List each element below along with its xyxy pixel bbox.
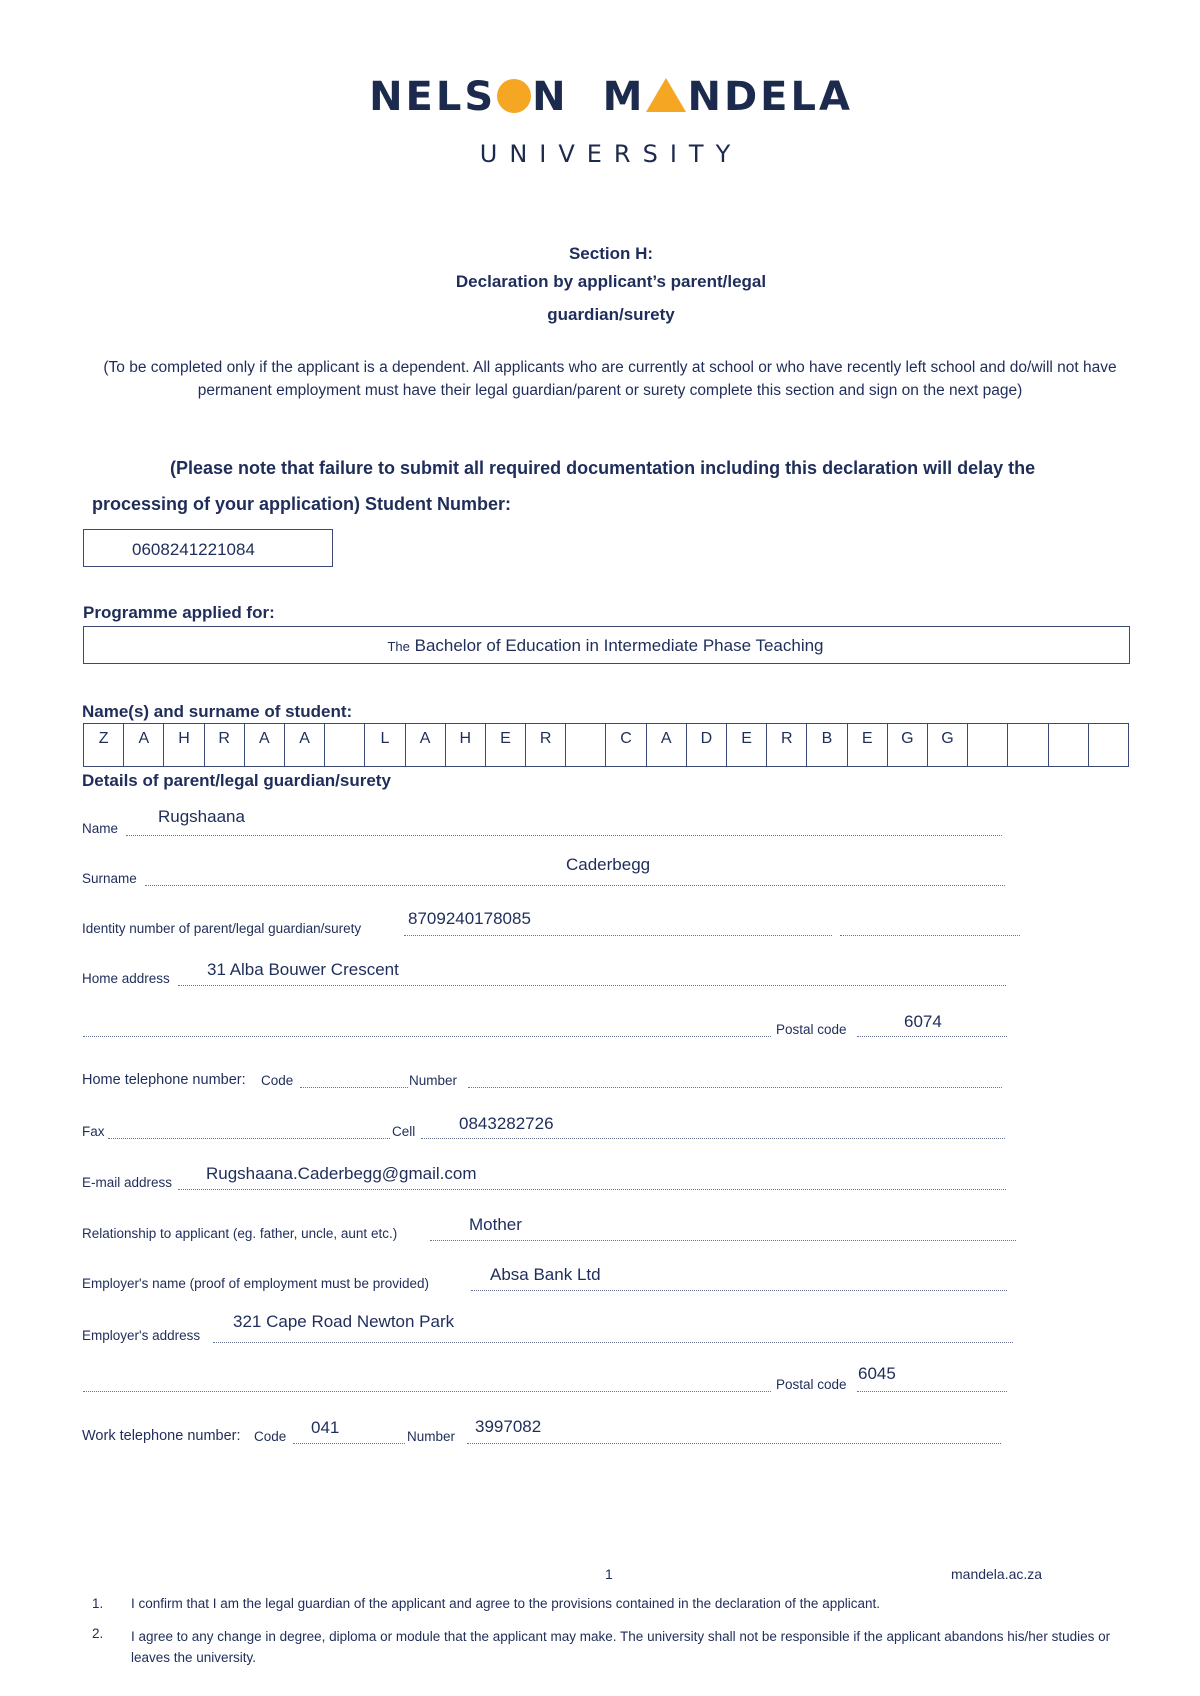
email-line[interactable]: [178, 1189, 1006, 1190]
name-cell[interactable]: G: [888, 724, 928, 766]
programme-label: Programme applied for:: [83, 603, 275, 622]
parent-name-line[interactable]: [126, 835, 1002, 836]
name-cell[interactable]: A: [647, 724, 687, 766]
student-name-grid[interactable]: [83, 723, 1129, 767]
logo-circle-icon: [497, 79, 531, 113]
name-cell[interactable]: [1049, 724, 1089, 766]
work-tel-number-label: Number: [407, 1429, 456, 1444]
name-cell[interactable]: H: [446, 724, 486, 766]
note-line2: processing of your application) Student Number:: [92, 494, 512, 514]
parent-id-label: Identity number of parent/legal guardian/surety: [82, 921, 362, 936]
cell-line[interactable]: [421, 1138, 1005, 1139]
work-tel-code-line[interactable]: [293, 1443, 405, 1444]
declaration-item-number: 1.: [92, 1596, 104, 1611]
name-cell[interactable]: E: [848, 724, 888, 766]
home-postal-code-label: Postal code: [776, 1022, 847, 1037]
programme-name: Bachelor of Education in Intermediate Phase Teaching: [414, 636, 824, 655]
declaration-item-number: 2.: [92, 1626, 104, 1641]
name-cell[interactable]: R: [767, 724, 807, 766]
name-cell[interactable]: G: [928, 724, 968, 766]
name-cell[interactable]: C: [606, 724, 646, 766]
section-title-line1: Declaration by applicant’s parent/legal: [455, 272, 767, 291]
fax-label: Fax: [82, 1124, 105, 1139]
logo-text-n: N: [532, 74, 569, 120]
employer-postal-code-line[interactable]: [857, 1391, 1007, 1392]
page-number: 1: [605, 1566, 613, 1582]
employer-postal-code-label: Postal code: [776, 1377, 847, 1392]
parent-details-heading: Details of parent/legal guardian/surety: [82, 771, 391, 790]
home-address-label: Home address: [82, 971, 170, 986]
work-tel-number-line[interactable]: [467, 1443, 1001, 1444]
student-name-label: Name(s) and surname of student:: [82, 702, 353, 721]
name-cell[interactable]: A: [245, 724, 285, 766]
section-title-line2: guardian/surety: [547, 305, 675, 324]
declaration-item-text: I confirm that I am the legal guardian of the applicant and agree to the provisions contained in the declaration of the applicant.: [131, 1596, 880, 1611]
email-value: Rugshaana.Caderbegg@gmail.com: [206, 1164, 477, 1183]
logo-text-ndela: NDELA: [687, 74, 853, 120]
parent-surname-line[interactable]: [145, 885, 1005, 886]
name-cell[interactable]: D: [687, 724, 727, 766]
parent-id-line-2[interactable]: [840, 935, 1020, 936]
employer-postal-code-value: 6045: [858, 1364, 896, 1383]
relationship-label: Relationship to applicant (eg. father, uncle, aunt etc.): [82, 1226, 398, 1241]
name-cell[interactable]: A: [406, 724, 446, 766]
name-cell[interactable]: H: [164, 724, 204, 766]
note-line1: (Please note that failure to submit all required documentation including this declaration will delay the: [170, 458, 1036, 478]
student-number-value: 0608241221084: [132, 540, 255, 559]
work-tel-number-value: 3997082: [475, 1417, 542, 1436]
employer-name-value: Absa Bank Ltd: [490, 1265, 601, 1284]
name-cell[interactable]: Z: [84, 724, 124, 766]
logo-text-m: M: [602, 74, 646, 120]
home-address-value: 31 Alba Bouwer Crescent: [207, 960, 399, 979]
logo-triangle-icon: [646, 78, 686, 112]
work-tel-label: Work telephone number:: [82, 1428, 241, 1444]
home-address-line-2[interactable]: [83, 1036, 771, 1037]
fax-line[interactable]: [108, 1138, 390, 1139]
cell-value: 0843282726: [459, 1114, 554, 1133]
work-tel-code-label: Code: [254, 1429, 287, 1444]
section-label: Section H:: [568, 244, 654, 263]
name-cell[interactable]: R: [526, 724, 566, 766]
name-cell[interactable]: E: [727, 724, 767, 766]
name-cell[interactable]: [1008, 724, 1048, 766]
footer-website[interactable]: mandela.ac.za: [951, 1566, 1043, 1582]
parent-name-label: Name: [82, 821, 119, 836]
home-tel-number-line[interactable]: [468, 1087, 1002, 1088]
programme-prefix: The: [387, 639, 410, 654]
home-tel-code-line[interactable]: [300, 1087, 408, 1088]
parent-id-line[interactable]: [404, 935, 832, 936]
parent-surname-label: Surname: [82, 871, 137, 886]
home-address-line[interactable]: [178, 985, 1006, 986]
employer-address-label: Employer's address: [82, 1328, 201, 1343]
home-tel-number-label: Number: [409, 1073, 458, 1088]
home-tel-code-label: Code: [261, 1073, 294, 1088]
declaration-item-text: I agree to any change in degree, diploma or module that the applicant may make. The university shall not be responsible if the applicant abandons his/her studies or leaves the university.: [131, 1629, 1111, 1665]
parent-surname-value: Caderbegg: [566, 855, 651, 874]
name-cell[interactable]: A: [124, 724, 164, 766]
parent-name-value: Rugshaana: [158, 807, 245, 826]
parent-id-value: 8709240178085: [408, 909, 531, 928]
employer-address-line-2[interactable]: [83, 1391, 771, 1392]
work-tel-code-value: 041: [311, 1418, 340, 1437]
employer-address-value: 321 Cape Road Newton Park: [233, 1312, 455, 1331]
email-label: E-mail address: [82, 1175, 173, 1190]
home-postal-code-line[interactable]: [857, 1036, 1007, 1037]
university-logo: [0, 74, 1200, 120]
name-cell[interactable]: A: [285, 724, 325, 766]
home-postal-code-value: 6074: [904, 1012, 942, 1031]
employer-name-label: Employer's name (proof of employment must be provided): [82, 1276, 429, 1291]
relationship-value: Mother: [469, 1215, 522, 1234]
name-cell[interactable]: B: [807, 724, 847, 766]
programme-value: [83, 636, 1128, 656]
name-cell[interactable]: [968, 724, 1008, 766]
employer-address-line[interactable]: [213, 1342, 1013, 1343]
relationship-line[interactable]: [430, 1240, 1016, 1241]
intro-text: (To be completed only if the applicant is a dependent. All applicants who are currently at school or who have recently left school and do/will not have permanent employment must have their legal guardian/parent or surety complete this section and sign on the next page): [103, 359, 1117, 399]
cell-label: Cell: [392, 1124, 416, 1139]
name-cell[interactable]: L: [365, 724, 405, 766]
name-cell[interactable]: [1089, 724, 1128, 766]
name-cell[interactable]: E: [486, 724, 526, 766]
name-cell[interactable]: [325, 724, 365, 766]
logo-text-nels: NELS: [369, 74, 497, 120]
employer-name-line[interactable]: [471, 1290, 1007, 1291]
name-cell[interactable]: [566, 724, 606, 766]
name-cell[interactable]: R: [205, 724, 245, 766]
logo-subtitle: UNIVERSITY: [479, 140, 743, 168]
home-tel-label: Home telephone number:: [82, 1072, 246, 1088]
